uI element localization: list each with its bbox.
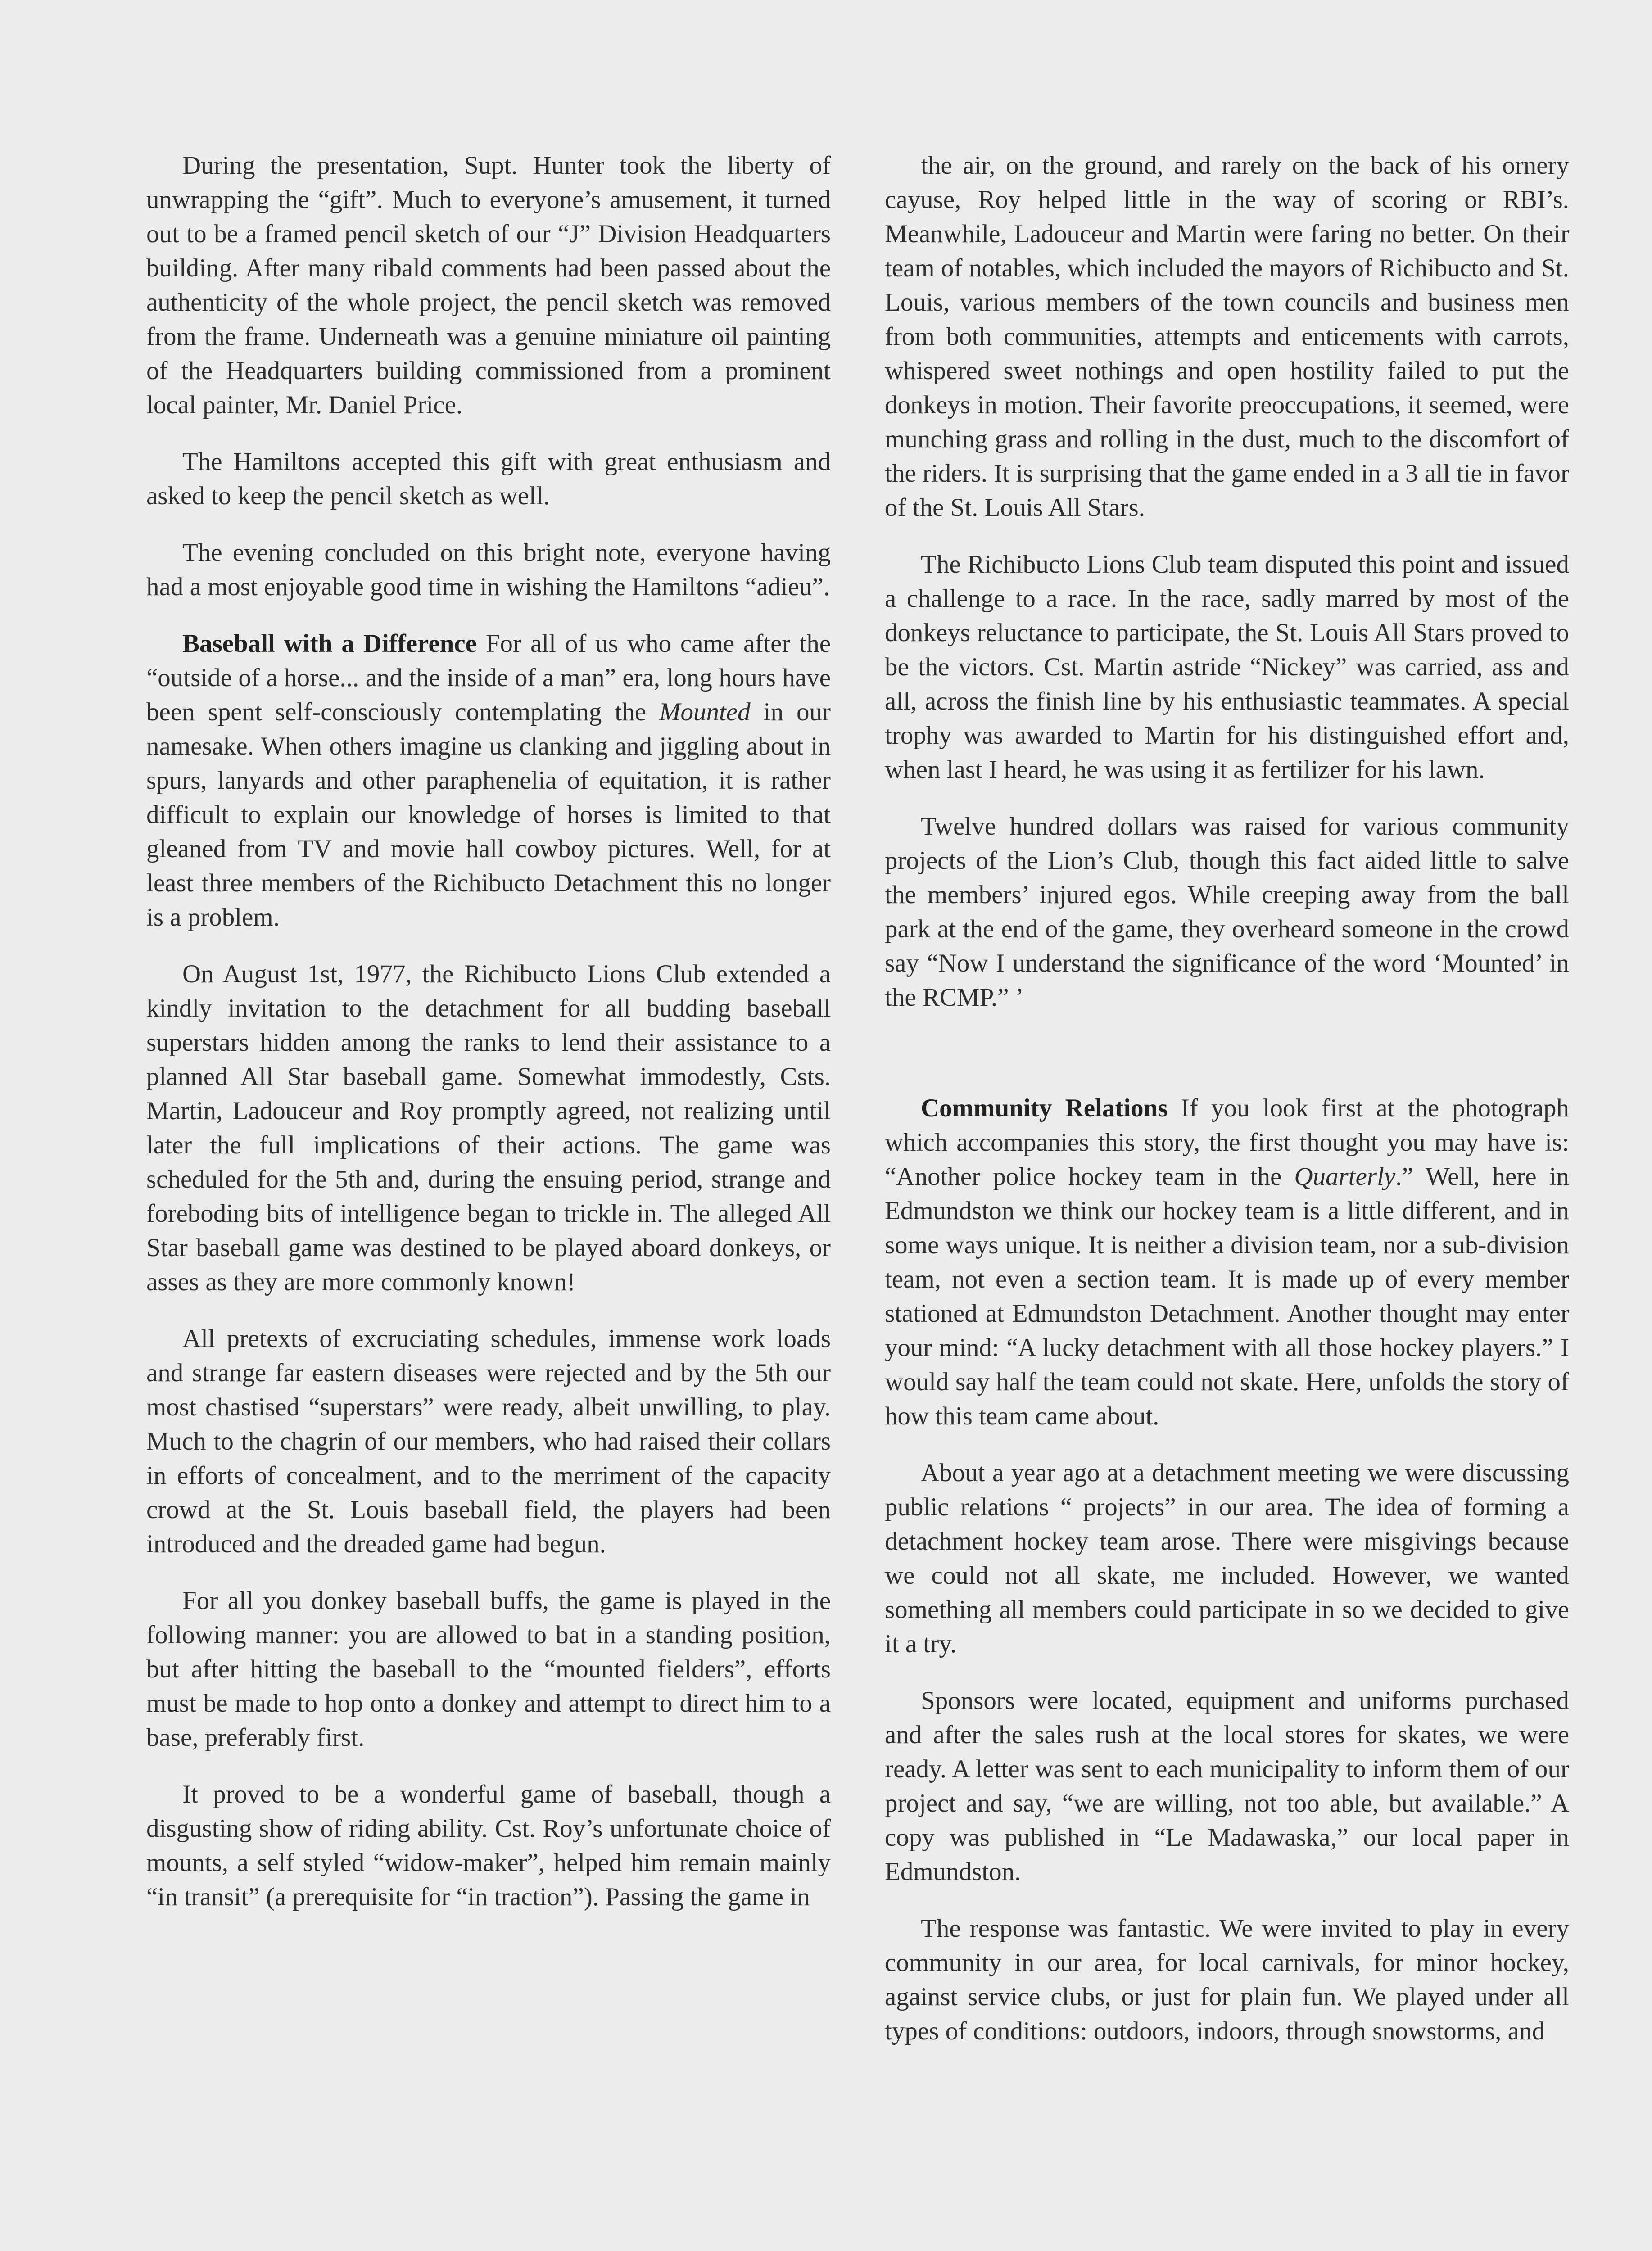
paragraph: During the presentation, Supt. Hunter took the liberty of unwrapping the “gift”. Much to everyone’s amusement, it turned out to be a framed pencil sketch of our “J” Division Headquarters building. After many ribald comments had been passed about the authenticity of the whole project, the pencil sketch was removed from the frame. Underneath was a genuine miniature oil painting of the Headquarters building commissioned from a prominent local painter, Mr. Daniel Price. [146, 151, 831, 419]
paragraph: Sponsors were located, equipment and uniforms purchased and after the sales rush at the local stores for skates, we were ready. A letter was sent to each municipality to inform them of our project and say, “we are willing, not too able, but available.” A copy was published in “Le Madawaska,” our local paper in Edmundston. [885, 1686, 1569, 1886]
paragraph: The response was fantastic. We were invited to play in every community in our area, for local carnivals, for minor hockey, against service clubs, or just for plain fun. We played under all types of conditions: outdoors, indoors, through snowstorms, and [885, 1914, 1569, 2045]
paragraph: The Richibucto Lions Club team disputed this point and issued a challenge to a race. In the race, sadly marred by most of the donkeys reluctance to participate, the St. Louis All Stars proved to be the victors. Cst. Martin astride “Nickey” was carried, ass and all, across the finish line by his enthusiastic teammates. A special trophy was awarded to Martin for his distinguished effort and, when last I heard, he was using it as fertilizer for his lawn. [885, 550, 1569, 784]
paragraph: It proved to be a wonderful game of baseball, though a disgusting show of riding ability. Cst. Roy’s unfortunate choice of mounts, a self styled “widow-maker”, helped him remain mainly “in transit” (a prerequisite for “in traction”). Passing the game in [146, 1780, 831, 1911]
paragraph: For all you donkey baseball buffs, the game is played in the following manner: you are allowed to bat in a standing position, but after hitting the baseball to the “mounted fielders”, efforts must be made to hop onto a donkey and attempt to direct him to a base, preferably first. [146, 1587, 831, 1752]
baseball-section-paragraph [146, 627, 831, 935]
paragraph: About a year ago at a detachment meeting we were discussing public relations “ projects” in our area. The idea of forming a detachment hockey team arose. There were misgivings because we could not all skate, me included. However, we wanted something all members could participate in so we decided to give it a try. [885, 1459, 1569, 1658]
paragraph: Twelve hundred dollars was raised for various community projects of the Lion’s Club, though this fact aided little to salve the members’ injured egos. While creeping away from the ball park at the end of the game, they overheard someone in the crowd say “Now I understand the significance of the word ‘Mounted’ in the RCMP.” ’ [885, 812, 1569, 1012]
paragraph-text: If you look first at the photograph which accompanies this story, the first thought you may have is: “Another police hockey team in the [885, 1094, 1569, 1191]
right-column [885, 149, 1569, 2071]
paragraph: The Hamiltons accepted this gift with great enthusiasm and asked to keep the pencil sketch as well. [146, 447, 831, 510]
paragraph-text: For all of us who came after the “outside of a horse... and the inside of a man” era, long hours have been spent self-consciously contemplating the [146, 629, 831, 726]
left-column [146, 149, 831, 1937]
italic-text: Quarterly [1294, 1162, 1396, 1191]
italic-text: Mounted [659, 698, 751, 726]
section-heading-baseball: Baseball with a Difference [182, 629, 477, 658]
community-section-paragraph [885, 1091, 1569, 1433]
paragraph: the air, on the ground, and rarely on the back of his ornery cayuse, Roy helped little in the way of scoring or RBI’s. Meanwhile, Ladouceur and Martin were faring no better. On their team of notables, which included the mayors of Richibucto and St. Louis, various members of the town councils and business men from both communities, attempts and enticements with carrots, whispered sweet nothings and open hostility failed to put the donkeys in motion. Their favorite preoccupations, it seemed, were munching grass and rolling in the dust, much to the discomfort of the riders. It is surprising that the game ended in a 3 all tie in favor of the St. Louis All Stars. [885, 151, 1569, 522]
section-heading-community: Community Relations [921, 1094, 1168, 1122]
paragraph-text: in our namesake. When others imagine us clanking and jiggling about in spurs, lanyards and other paraphenelia of equitation, it is rather difficult to explain our knowledge of horses is limited to that gleaned from TV and movie hall cowboy pictures. Well, for at least three members of the Richibucto Detachment this no longer is a problem. [146, 698, 831, 931]
paragraph-text: .” Well, here in Edmundston we think our hockey team is a little different, and in some ways unique. It is neither a division team, nor a sub-division team, not even a section team. It is made up of every member stationed at Edmundston Detachment. Another thought may enter your mind: “A lucky detachment with all those hockey players.” I would say half the team could not skate. Here, unfolds the story of how this team came about. [885, 1162, 1569, 1430]
paragraph: The evening concluded on this bright note, everyone having had a most enjoyable good time in wishing the Hamiltons “adieu”. [146, 538, 831, 601]
section-spacer [885, 1037, 1569, 1091]
paragraph: All pretexts of excruciating schedules, immense work loads and strange far eastern diseases were rejected and by the 5th our most chastised “superstars” were ready, albeit unwilling, to play. Much to the chagrin of our members, who had raised their collars in efforts of concealment, and to the merriment of the capacity crowd at the St. Louis baseball field, the players had been introduced and the dreaded game had begun. [146, 1324, 831, 1558]
paragraph: On August 1st, 1977, the Richibucto Lions Club extended a kindly invitation to the detachment for all budding baseball superstars hidden among the ranks to lend their assistance to a planned All Star baseball game. Somewhat immodestly, Csts. Martin, Ladouceur and Roy promptly agreed, not realizing until later the full implications of their actions. The game was scheduled for the 5th and, during the ensuing period, strange and foreboding bits of intelligence began to trickle in. The alleged All Star baseball game was destined to be played aboard donkeys, or asses as they are more commonly known! [146, 960, 831, 1296]
